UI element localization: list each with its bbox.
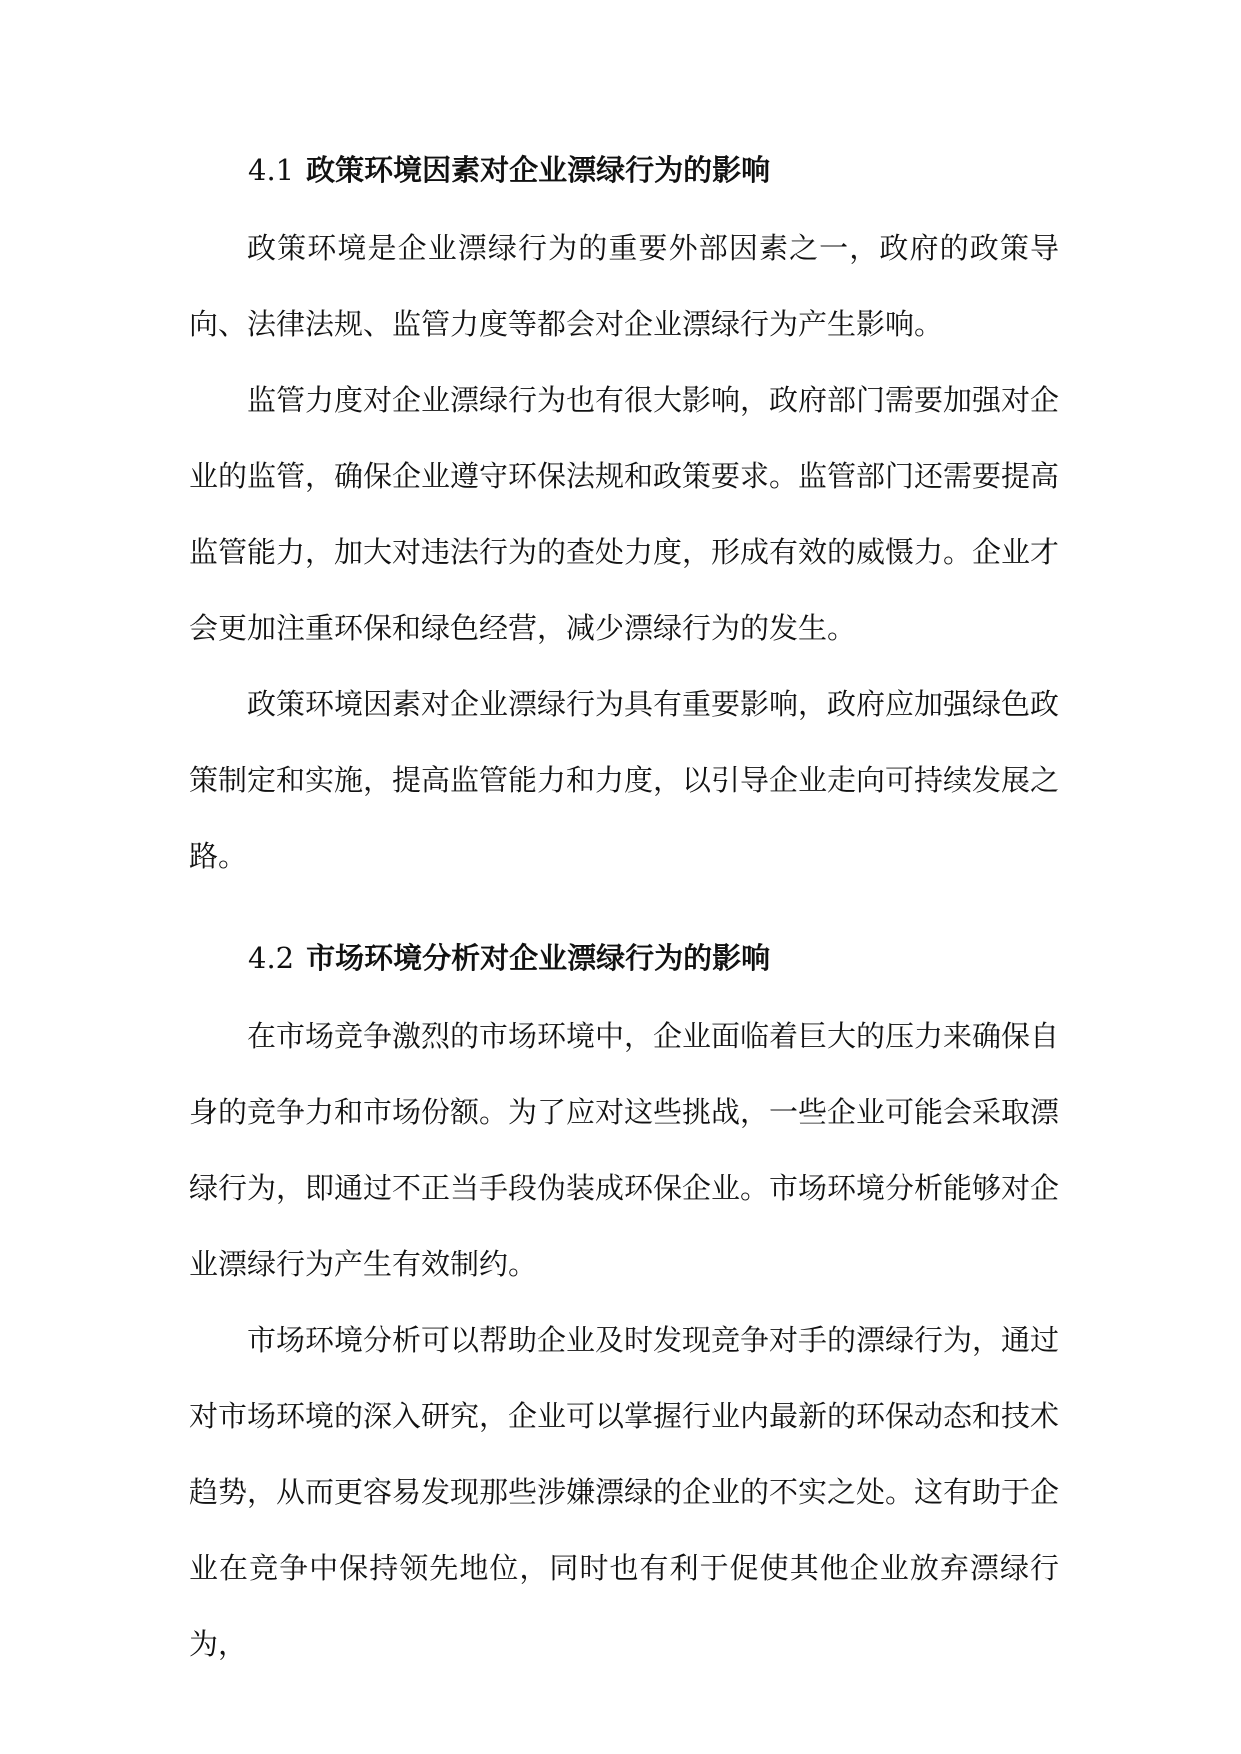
section-heading-4-2 (248, 938, 770, 978)
body-paragraph: 政策环境是企业漂绿行为的重要外部因素之一，政府的政策导向、法律法规、监管力度等都会对企业漂绿行为产生影响。 (189, 231, 1059, 341)
body-paragraph: 政策环境因素对企业漂绿行为具有重要影响，政府应加强绿色政策制定和实施，提高监管能力和力度，以引导企业走向可持续发展之路。 (189, 687, 1060, 873)
section-heading-4-1 (248, 150, 770, 190)
body-paragraph: 监管力度对企业漂绿行为也有很大影响，政府部门需要加强对企业的监管，确保企业遵守环保法规和政策要求。监管部门还需要提高监管能力，加大对违法行为的查处力度，形成有效的威慑力。企业才会更加注重环保和绿色经营，减少漂绿行为的发生。 (189, 383, 1060, 645)
section-number: 4.2 (248, 941, 295, 975)
body-paragraph: 市场环境分析可以帮助企业及时发现竞争对手的漂绿行为，通过对市场环境的深入研究，企业可以掌握行业内最新的环保动态和技术趋势，从而更容易发现那些涉嫌漂绿的企业的不实之处。这有助于企业在竞争中保持领先地位，同时也有利于促使其他企业放弃漂绿行为， (189, 1323, 1060, 1661)
body-paragraph: 在市场竞争激烈的市场环境中，企业面临着巨大的压力来确保自身的竞争力和市场份额。为了应对这些挑战，一些企业可能会采取漂绿行为，即通过不正当手段伪装成环保企业。市场环境分析能够对企业漂绿行为产生有效制约。 (189, 1019, 1060, 1281)
section-number: 4.1 (248, 153, 295, 187)
section-title: 政策环境因素对企业漂绿行为的影响 (306, 153, 771, 187)
section-title: 市场环境分析对企业漂绿行为的影响 (306, 941, 771, 975)
